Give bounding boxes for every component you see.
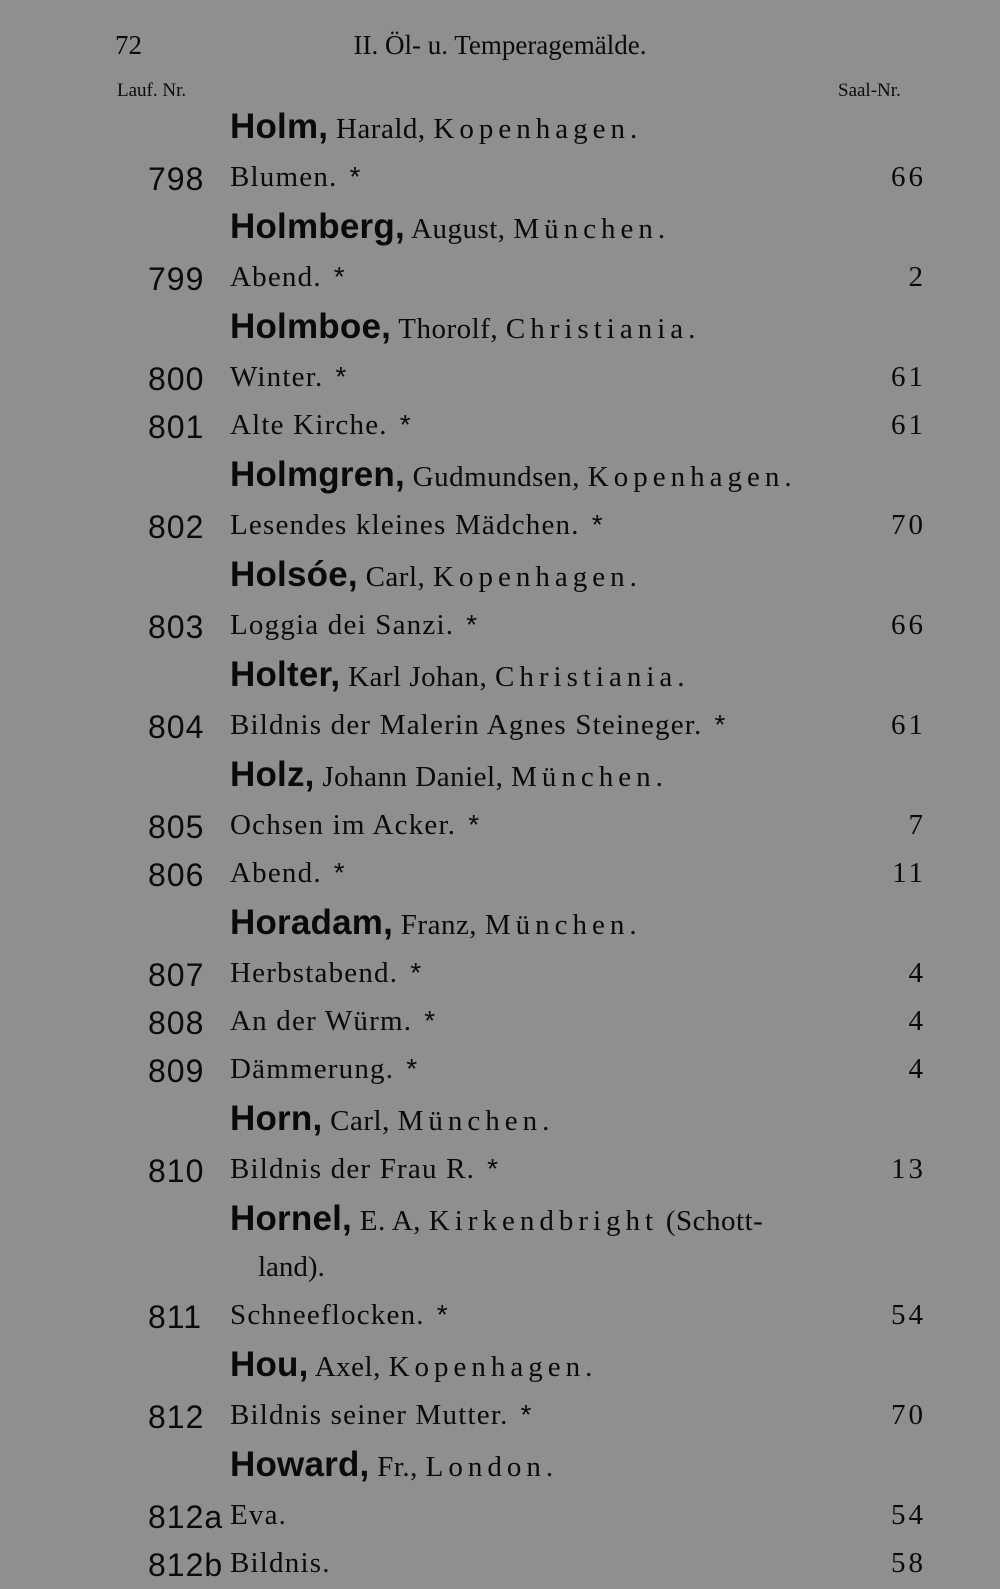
artist-name xyxy=(230,1445,558,1485)
artwork-title-text: Bildnis der Frau R. xyxy=(230,1153,476,1185)
artist-name xyxy=(230,655,690,695)
asterisk-mark: * xyxy=(349,161,362,192)
artist-heading xyxy=(0,651,1000,703)
room-number: 4 xyxy=(908,1005,926,1037)
artist-name xyxy=(230,555,642,595)
artist-city: München. xyxy=(397,1105,555,1137)
artwork-title xyxy=(230,1053,418,1086)
catalog-number: 808 xyxy=(148,1005,205,1041)
artist-surname: Holmgren, xyxy=(230,455,405,494)
asterisk-mark: * xyxy=(406,1053,419,1084)
artwork-title xyxy=(230,1499,287,1532)
artist-city: Kopenhagen. xyxy=(587,461,797,493)
room-number: 54 xyxy=(891,1299,926,1331)
artist-surname: Horadam, xyxy=(230,903,394,942)
artwork-entry xyxy=(0,703,1000,751)
artist-surname: Hornel, xyxy=(230,1199,352,1238)
room-number: 61 xyxy=(891,409,926,441)
artwork-title xyxy=(230,1547,331,1580)
catalog-number: 812b xyxy=(148,1547,224,1583)
artwork-title xyxy=(230,609,478,642)
artwork-title xyxy=(230,1153,499,1186)
artwork-entry xyxy=(0,1541,1000,1589)
artwork-title xyxy=(230,1005,436,1038)
artist-details: Johann Daniel, xyxy=(314,761,512,793)
artwork-entry xyxy=(0,403,1000,451)
artwork-entry xyxy=(0,951,1000,999)
running-number-label: Lauf. Nr. xyxy=(117,80,187,101)
artist-city: München. xyxy=(513,213,671,245)
artist-name xyxy=(230,1345,597,1385)
artist-city-suffix: (Schott- xyxy=(658,1205,764,1237)
asterisk-mark: * xyxy=(466,609,479,640)
asterisk-mark: * xyxy=(410,957,423,988)
artist-name xyxy=(230,207,670,247)
artist-details: Carl, xyxy=(357,561,434,593)
room-number: 4 xyxy=(908,1053,926,1085)
artist-name xyxy=(230,307,700,347)
artist-details: Karl Johan, xyxy=(340,661,496,693)
artwork-entry xyxy=(0,1047,1000,1095)
asterisk-mark: * xyxy=(591,509,604,540)
artwork-entry xyxy=(0,603,1000,651)
artwork-title-text: Winter. xyxy=(230,361,324,393)
asterisk-mark: * xyxy=(333,261,346,292)
artwork-title-text: Dämmerung. xyxy=(230,1053,395,1085)
asterisk-mark: * xyxy=(335,361,348,392)
artist-city: London. xyxy=(425,1451,559,1483)
artwork-entry xyxy=(0,355,1000,403)
artwork-title xyxy=(230,361,348,394)
catalog-number: 807 xyxy=(148,957,205,993)
artist-heading xyxy=(0,751,1000,803)
asterisk-mark: * xyxy=(436,1299,449,1330)
catalog-number: 812 xyxy=(148,1399,205,1435)
catalog-number: 812a xyxy=(148,1499,224,1535)
artwork-entry xyxy=(0,1393,1000,1441)
artist-details: Thorolf, xyxy=(391,313,506,345)
artist-heading xyxy=(0,1341,1000,1393)
artwork-entry xyxy=(0,255,1000,303)
asterisk-mark: * xyxy=(714,709,727,740)
artwork-entry xyxy=(0,999,1000,1047)
artist-heading xyxy=(0,1195,1000,1247)
section-title: II. Öl- u. Temperagemälde. xyxy=(353,30,647,60)
artist-details: Harald, xyxy=(328,113,434,145)
asterisk-mark: * xyxy=(333,857,346,888)
artwork-title-text: Abend. xyxy=(230,857,322,889)
catalog-number: 809 xyxy=(148,1053,205,1089)
artist-surname: Hou, xyxy=(230,1345,309,1384)
artist-name xyxy=(230,107,642,147)
artist-surname: Holmboe, xyxy=(230,307,392,346)
room-number: 13 xyxy=(891,1153,926,1185)
asterisk-mark: * xyxy=(399,409,412,440)
catalog-number: 806 xyxy=(148,857,205,893)
artwork-title-text: Bildnis. xyxy=(230,1547,331,1579)
asterisk-mark: * xyxy=(487,1153,500,1184)
artist-name xyxy=(230,903,642,943)
artwork-title-text: Ochsen im Acker. xyxy=(230,809,457,841)
running-header xyxy=(0,30,1000,70)
artist-city: Kopenhagen. xyxy=(433,113,643,145)
artist-surname: Howard, xyxy=(230,1445,370,1484)
artwork-title-text: Schneeflocken. xyxy=(230,1299,425,1331)
catalog-number: 803 xyxy=(148,609,205,645)
catalog-number: 801 xyxy=(148,409,205,445)
artwork-title-text: Bildnis der Malerin Agnes Steineger. xyxy=(230,709,703,741)
artist-name xyxy=(230,1199,763,1239)
room-number: 7 xyxy=(908,809,926,841)
artist-heading xyxy=(0,1441,1000,1493)
artwork-entry xyxy=(0,1493,1000,1541)
room-number: 58 xyxy=(891,1547,926,1579)
artwork-entry xyxy=(0,155,1000,203)
room-number-label: Saal-Nr. xyxy=(838,80,901,101)
artwork-title xyxy=(230,161,362,194)
room-number: 61 xyxy=(891,709,926,741)
room-number: 66 xyxy=(891,609,926,641)
room-number: 70 xyxy=(891,509,926,541)
artwork-title xyxy=(230,409,412,442)
artwork-title xyxy=(230,709,727,742)
asterisk-mark: * xyxy=(424,1005,437,1036)
artwork-entry xyxy=(0,851,1000,899)
artwork-title-text: Herbstabend. xyxy=(230,957,399,989)
artwork-title-text: Lesendes kleines Mädchen. xyxy=(230,509,580,541)
artwork-title xyxy=(230,1299,449,1332)
room-number: 66 xyxy=(891,161,926,193)
artwork-title xyxy=(230,957,422,990)
artist-city: Christiania. xyxy=(495,661,690,693)
artist-heading xyxy=(0,451,1000,503)
catalog-number: 800 xyxy=(148,361,205,397)
artwork-title-text: An der Würm. xyxy=(230,1005,413,1037)
page-number: 72 xyxy=(115,30,142,60)
artwork-entry xyxy=(0,1147,1000,1195)
artist-name xyxy=(230,755,668,795)
artwork-title-text: Abend. xyxy=(230,261,322,293)
continuation-text: land). xyxy=(258,1251,325,1283)
artist-city: Kopenhagen. xyxy=(433,561,642,593)
artist-heading xyxy=(0,303,1000,355)
room-number: 70 xyxy=(891,1399,926,1431)
artist-details: Gudmundsen, xyxy=(404,461,588,493)
catalog-number: 810 xyxy=(148,1153,205,1189)
artist-city: Christiania. xyxy=(505,313,701,345)
room-number: 54 xyxy=(891,1499,926,1531)
artwork-title xyxy=(230,509,604,542)
artist-details: Axel, xyxy=(308,1351,389,1383)
artist-heading xyxy=(0,551,1000,603)
asterisk-mark: * xyxy=(520,1399,533,1430)
artist-city: München. xyxy=(511,761,668,793)
artist-details: August, xyxy=(404,213,514,245)
artwork-title-text: Alte Kirche. xyxy=(230,409,388,441)
artist-surname: Holter, xyxy=(230,655,341,694)
artist-surname: Holm, xyxy=(230,107,329,146)
artwork-title xyxy=(230,857,346,890)
artist-heading xyxy=(0,899,1000,951)
artist-city: Kopenhagen. xyxy=(388,1351,598,1383)
artist-details: Fr., xyxy=(369,1451,426,1483)
artist-heading xyxy=(0,203,1000,255)
room-number: 61 xyxy=(891,361,926,393)
catalog-number: 798 xyxy=(148,161,205,197)
artist-city: Kirkendbright xyxy=(428,1205,659,1237)
artist-heading xyxy=(0,1095,1000,1147)
artist-name xyxy=(230,455,797,495)
artwork-title xyxy=(230,1399,533,1432)
artwork-entry xyxy=(0,803,1000,851)
catalog-number: 804 xyxy=(148,709,205,745)
artist-city: München. xyxy=(484,909,642,941)
artist-surname: Holz, xyxy=(230,755,315,794)
catalog-entries xyxy=(0,103,1000,1589)
artwork-entry xyxy=(0,1293,1000,1341)
artwork-title-text: Eva. xyxy=(230,1499,288,1531)
artist-heading xyxy=(0,103,1000,155)
catalog-number: 802 xyxy=(148,509,205,545)
artist-surname: Holmberg, xyxy=(230,207,405,246)
artist-name xyxy=(230,1099,554,1139)
catalog-number: 799 xyxy=(148,261,205,297)
artwork-title xyxy=(230,809,480,842)
catalog-number: 805 xyxy=(148,809,205,845)
artist-details: Franz, xyxy=(393,909,485,941)
room-number: 2 xyxy=(908,261,926,293)
catalog-number: 811 xyxy=(148,1299,203,1335)
artwork-title-text: Loggia dei Sanzi. xyxy=(230,609,455,641)
asterisk-mark: * xyxy=(468,809,481,840)
artist-surname: Holsóe, xyxy=(230,555,358,594)
artwork-title xyxy=(230,261,346,294)
artist-heading-continuation xyxy=(0,1247,1000,1293)
artist-surname: Horn, xyxy=(230,1099,323,1138)
room-number: 4 xyxy=(908,957,926,989)
artwork-entry xyxy=(0,503,1000,551)
artist-details: E. A, xyxy=(351,1205,429,1237)
artwork-title-text: Blumen. xyxy=(230,161,338,193)
room-number: 11 xyxy=(892,857,926,889)
artist-details: Carl, xyxy=(322,1105,398,1137)
artwork-title-text: Bildnis seiner Mutter. xyxy=(230,1399,509,1431)
